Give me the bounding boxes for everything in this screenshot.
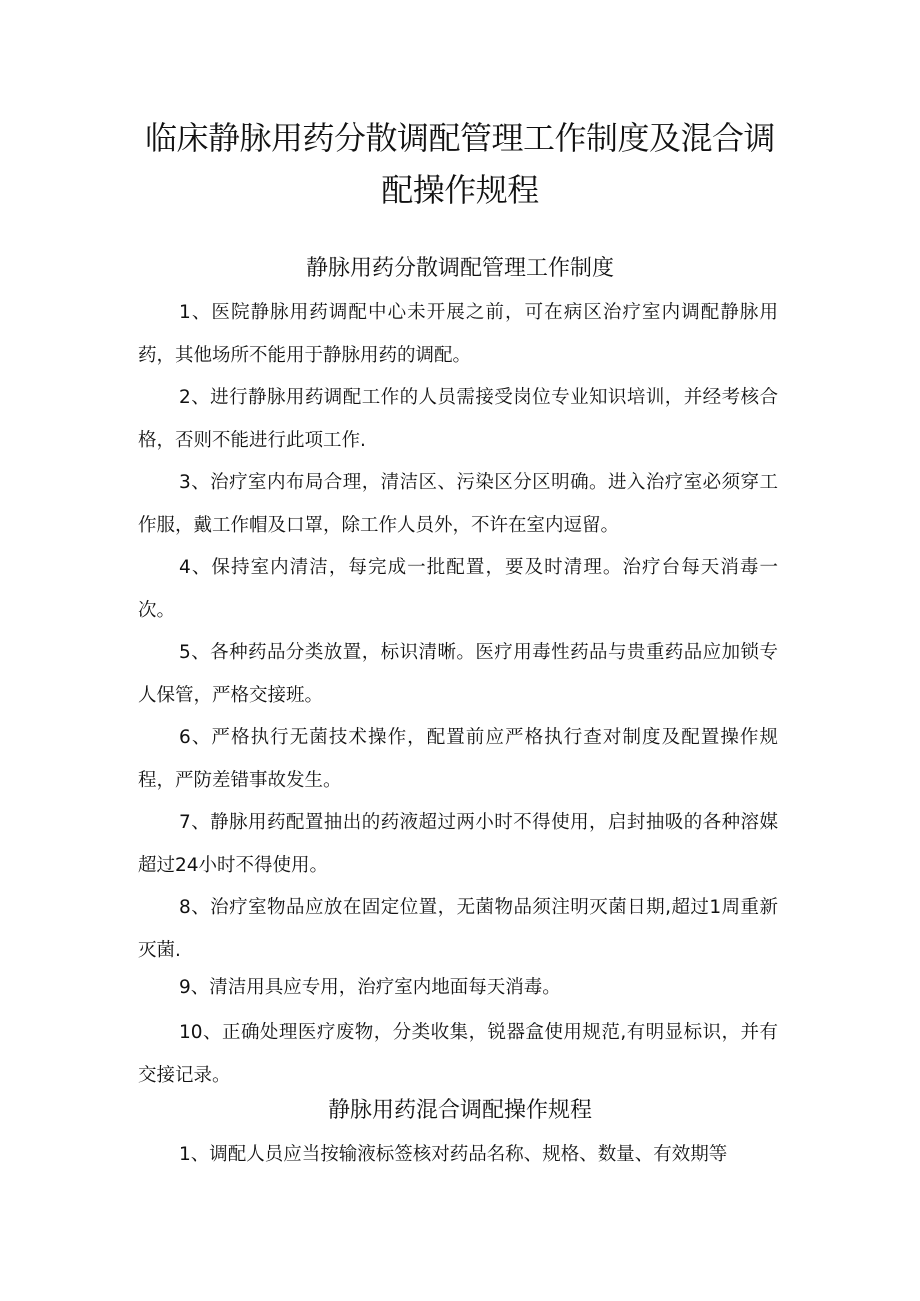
section-heading-dispersed-management: 静脉用药分散调配管理工作制度	[305, 256, 614, 281]
rule-item: 7、静脉用药配置抽出的药液超过两小时不得使用，启封抽吸的各种溶媒超过24小时不得使用。	[138, 812, 778, 876]
section-heading-mixing-procedure: 静脉用药混合调配操作规程	[327, 1098, 592, 1123]
rule-item: 6、严格执行无菌技术操作，配置前应严格执行查对制度及配置操作规程，严防差错事故发生。	[138, 727, 778, 791]
rule-item: 1、医院静脉用药调配中心未开展之前，可在病区治疗室内调配静脉用药，其他场所不能用于静脉用药的调配。	[138, 302, 778, 366]
rule-item: 4、保持室内清洁，每完成一批配置，要及时清理。治疗台每天消毒一次。	[138, 557, 778, 621]
rule-item: 2、进行静脉用药调配工作的人员需接受岗位专业知识培训，并经考核合格，否则不能进行此项工作.	[138, 387, 778, 451]
rule-item: 10、正确处理医疗废物，分类收集，锐器盒使用规范,有明显标识，并有交接记录。	[138, 1022, 778, 1086]
rule-item: 9、清洁用具应专用，治疗室内地面每天消毒。	[179, 977, 561, 998]
document-title: 临床静脉用药分散调配管理工作制度及混合调配操作规程	[144, 119, 775, 209]
rule-item: 3、治疗室内布局合理，清洁区、污染区分区明确。进入治疗室必须穿工作服，戴工作帽及口罩，除工作人员外，不许在室内逗留。	[138, 472, 778, 536]
rule-item: 8、治疗室物品应放在固定位置，无菌物品须注明灭菌日期,超过1周重新灭菌.	[138, 897, 778, 961]
procedure-item: 1、调配人员应当按输液标签核对药品名称、规格、数量、有效期等	[179, 1144, 728, 1165]
rule-item: 5、各种药品分类放置，标识清晰。医疗用毒性药品与贵重药品应加锁专人保管，严格交接班。	[138, 642, 778, 706]
